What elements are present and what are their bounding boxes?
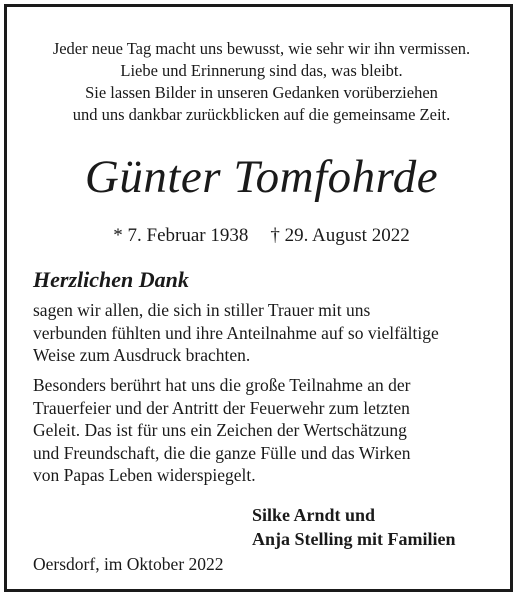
poem-line: Jeder neue Tag macht uns bewusst, wie sehr wir ihn vermissen. — [52, 39, 471, 58]
text-line: verbunden fühlten und ihre Anteilnahme auf so vielfältige — [33, 322, 439, 343]
poem-line: und uns dankbar zurückblicken auf die gemeinsame Zeit. — [72, 105, 451, 124]
text-line: sagen wir allen, die sich in stiller Trauer mit uns — [33, 300, 371, 320]
text-line: Weise zum Ausdruck brachten. — [33, 345, 251, 365]
text-line: Geleit. Das ist für uns ein Zeichen der Wertschätzung — [33, 420, 407, 440]
place-and-date: Oersdorf, im Oktober 2022 — [33, 554, 224, 574]
poem-line: Sie lassen Bilder in unseren Gedanken vorüberziehen — [85, 83, 438, 102]
thanks-paragraph-1 — [33, 299, 439, 367]
poem-line: Liebe und Erinnerung sind das, was bleibt. — [120, 61, 403, 80]
text-line: von Papas Leben widerspiegelt. — [33, 465, 256, 485]
signer-line: Silke Arndt und — [252, 505, 376, 525]
death-date: † 29. August 2022 — [270, 225, 410, 246]
signer-line: Anja Stelling mit Familien — [252, 529, 456, 549]
text-line: Trauerfeier und der Antritt der Feuerwehr zum letzten — [33, 397, 410, 418]
birth-date: * 7. Februar 1938 — [113, 225, 249, 246]
thanks-heading: Herzlichen Dank — [33, 267, 189, 292]
memorial-poem — [0, 38, 523, 126]
text-line: und Freundschaft, die die ganze Fülle und das Wirken — [33, 442, 411, 463]
signers-block — [252, 503, 456, 551]
life-dates — [0, 224, 523, 248]
deceased-name: Günter Tomfohrde — [84, 151, 439, 203]
thanks-paragraph-2 — [33, 374, 411, 487]
text-line: Besonders berührt hat uns die große Teilnahme an der — [33, 375, 411, 395]
